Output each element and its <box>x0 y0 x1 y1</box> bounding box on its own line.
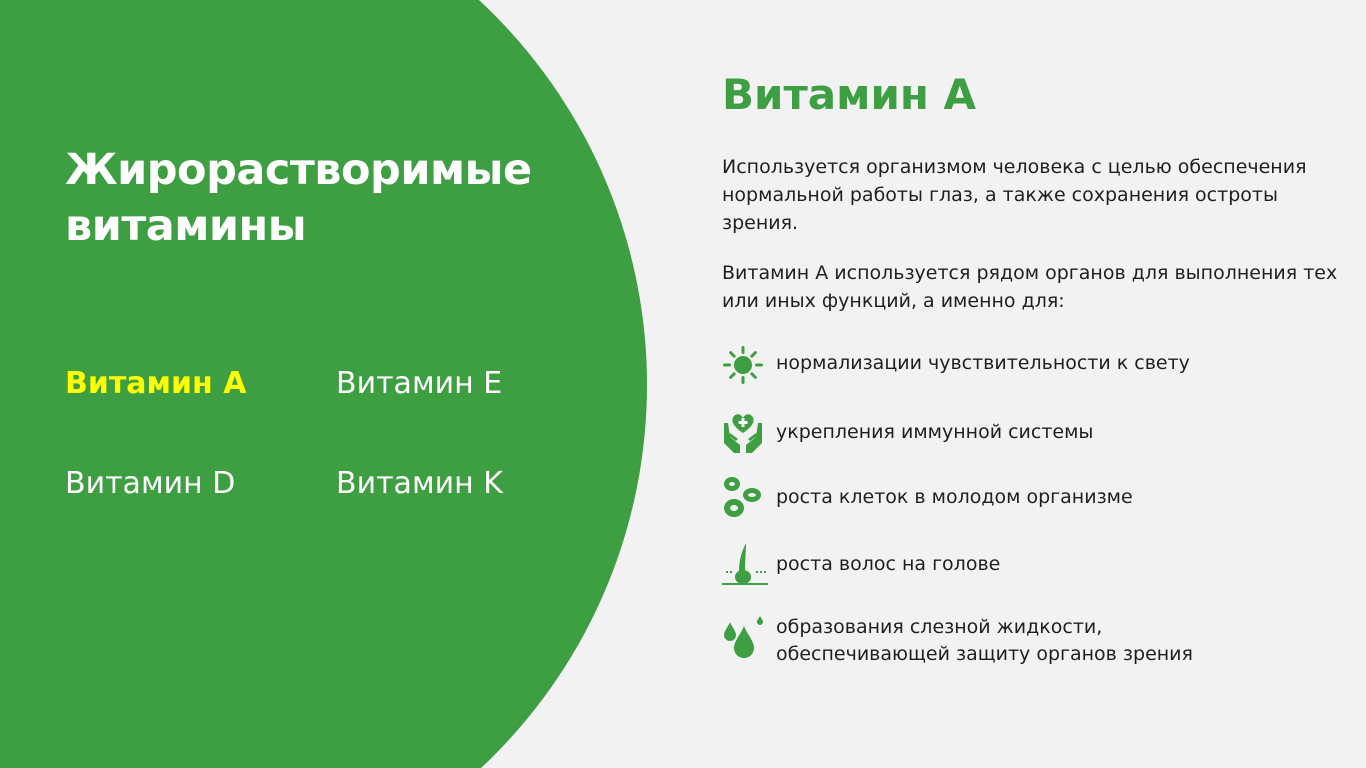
vitamin-k-link[interactable]: Витамин K <box>336 466 503 501</box>
function-item-cells <box>722 474 1342 522</box>
description-paragraph-2: Витамин A используется рядом органов для выполнения тех или иных функций, а именно для: <box>722 262 1338 312</box>
sun-icon <box>722 341 768 389</box>
hands-heart-icon <box>722 409 768 457</box>
cells-icon <box>722 474 768 522</box>
function-item-immune <box>722 409 1342 457</box>
section-title <box>65 142 532 254</box>
function-item-tears <box>722 614 1342 670</box>
function-label-tears-line2: обеспечивающей защиту органов зрения <box>776 643 1193 665</box>
function-label-immune: укрепления иммунной системы <box>776 421 1094 443</box>
tear-drops-icon <box>722 614 768 670</box>
function-item-light <box>722 341 1342 389</box>
function-label-cells: роста клеток в молодом организме <box>776 486 1133 508</box>
vitamin-d-link[interactable]: Витамин D <box>65 466 236 501</box>
hair-follicle-icon <box>722 541 768 589</box>
vitamin-e-link[interactable]: Витамин E <box>336 366 503 401</box>
description-paragraph-1: Используется организмом человека с целью обеспечения нормальной работы глаз, а также сохранения остроты зрения. <box>722 156 1307 234</box>
function-label-tears-line1: образования слезной жидкости, <box>776 616 1103 638</box>
function-label-light: нормализации чувствительности к свету <box>776 352 1190 374</box>
detail-title: Витамин A <box>722 70 977 119</box>
vitamin-a-link[interactable]: Витамин A <box>65 366 247 401</box>
section-title-line1: Жирорастворимые <box>65 145 532 195</box>
function-label-hair: роста волос на голове <box>776 553 1001 575</box>
function-item-hair <box>722 541 1342 589</box>
section-title-line2: витамины <box>65 201 307 251</box>
